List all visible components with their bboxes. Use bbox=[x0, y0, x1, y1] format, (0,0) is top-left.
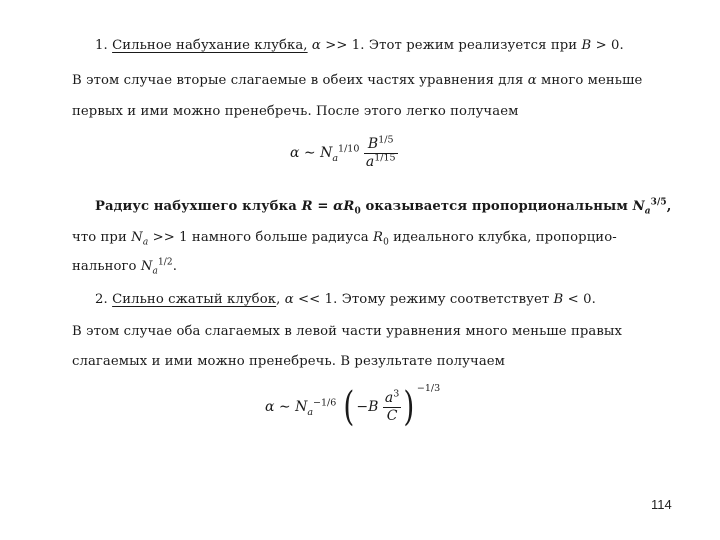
section2-title: Сильно сжатый клубок bbox=[112, 292, 277, 307]
radius-N-sub: a bbox=[644, 206, 651, 217]
radius-line3 bbox=[72, 257, 178, 277]
section1-alpha: α bbox=[311, 38, 321, 53]
formula1-den: a bbox=[365, 153, 375, 170]
formula2-lhs: α ∼ N bbox=[265, 399, 308, 415]
para-text: первых и ими можно пренебречь. После этого легко получаем bbox=[72, 104, 519, 119]
section2-heading bbox=[95, 292, 596, 307]
section1-heading bbox=[95, 38, 624, 53]
formula2-num: a bbox=[384, 389, 394, 406]
para-text: В этом случае вторые слагаемые в обеих частях уравнения для bbox=[72, 73, 524, 88]
section1-number: 1. bbox=[95, 38, 108, 53]
radius-eq: R = αR bbox=[301, 199, 355, 214]
section2-para-line2 bbox=[72, 354, 505, 369]
radius3-N: N bbox=[140, 259, 153, 274]
section2-regime-var: B bbox=[553, 292, 564, 307]
radius3-N-sub: a bbox=[152, 266, 158, 277]
radius3-pre: нального bbox=[72, 259, 137, 274]
radius-N-sup: 3/5 bbox=[650, 197, 667, 208]
radius3-N-sup: 1/2 bbox=[157, 257, 173, 268]
section2-number: 2. bbox=[95, 292, 108, 307]
formula2-lhs-sup: −1/6 bbox=[313, 397, 337, 409]
formula2-den: C bbox=[386, 407, 398, 424]
formula1-lhs: α ∼ N bbox=[290, 145, 333, 162]
section2-regime-text: Этому режиму соответствует bbox=[341, 292, 550, 307]
section1-regime-text: Этот режим реализуется при bbox=[368, 38, 578, 53]
formula1-fraction bbox=[364, 134, 398, 170]
radius2-Na-sub: a bbox=[142, 237, 149, 248]
radius-eq-sub: 0 bbox=[354, 206, 361, 217]
section2-para-line1 bbox=[72, 324, 622, 339]
radius2-R0: R bbox=[373, 230, 384, 245]
section1-para-line1 bbox=[72, 73, 642, 88]
radius-comma: , bbox=[666, 199, 672, 214]
radius-text-post: оказывается пропорциональным bbox=[365, 199, 628, 214]
radius-text: Радиус набухшего клубка bbox=[95, 199, 297, 214]
formula2-left-paren: ( bbox=[343, 384, 355, 430]
section2-regime-cond: < 0. bbox=[567, 292, 596, 307]
radius-N: N bbox=[632, 199, 645, 214]
section1-regime-var: B bbox=[581, 38, 592, 53]
radius2-post: идеального клубка, пропорцио- bbox=[393, 230, 617, 245]
page-number: 114 bbox=[651, 497, 672, 512]
formula2-outer-sup: −1/3 bbox=[416, 383, 441, 394]
formula-1 bbox=[290, 134, 398, 170]
para-text: слагаемых и ими можно пренебречь. В результате получаем bbox=[72, 354, 506, 369]
formula1-lhs-sub: a bbox=[332, 152, 339, 164]
formula2-minus-B: −B bbox=[356, 399, 379, 415]
section1-condition: >> 1. bbox=[325, 38, 365, 53]
radius2-Na: N bbox=[131, 230, 143, 245]
radius-line2 bbox=[72, 230, 617, 248]
formula2-num-sup: 3 bbox=[393, 388, 400, 400]
radius2-R0-sub: 0 bbox=[383, 237, 389, 248]
section1-para-line2 bbox=[72, 104, 518, 119]
formula1-lhs-sup: 1/10 bbox=[338, 143, 360, 155]
para-text: В этом случае оба слагаемых в левой части уравнения много меньше правых bbox=[72, 324, 622, 339]
formula1-den-sup: 1/15 bbox=[374, 152, 396, 164]
section2-title-comma: , bbox=[276, 292, 281, 307]
formula2-lhs-sub: a bbox=[307, 406, 314, 418]
formula-2 bbox=[265, 383, 441, 430]
section2-alpha: α bbox=[284, 292, 294, 307]
section1-title: Сильное набухание клубка, bbox=[112, 38, 308, 53]
radius-line1 bbox=[95, 197, 672, 217]
formula2-right-paren: ) bbox=[403, 384, 415, 430]
radius3-end: . bbox=[172, 259, 178, 274]
section2-condition: << 1. bbox=[298, 292, 338, 307]
formula1-num-sup: 1/5 bbox=[378, 134, 394, 146]
radius2-mid: >> 1 намного больше радиуса bbox=[152, 230, 369, 245]
formula2-fraction bbox=[383, 388, 401, 424]
section1-regime-cond: > 0. bbox=[595, 38, 624, 53]
radius2-pre: что при bbox=[72, 230, 127, 245]
formula1-num: B bbox=[367, 136, 379, 152]
para-text-end: много меньше bbox=[541, 73, 643, 88]
para-alpha: α bbox=[527, 73, 537, 88]
